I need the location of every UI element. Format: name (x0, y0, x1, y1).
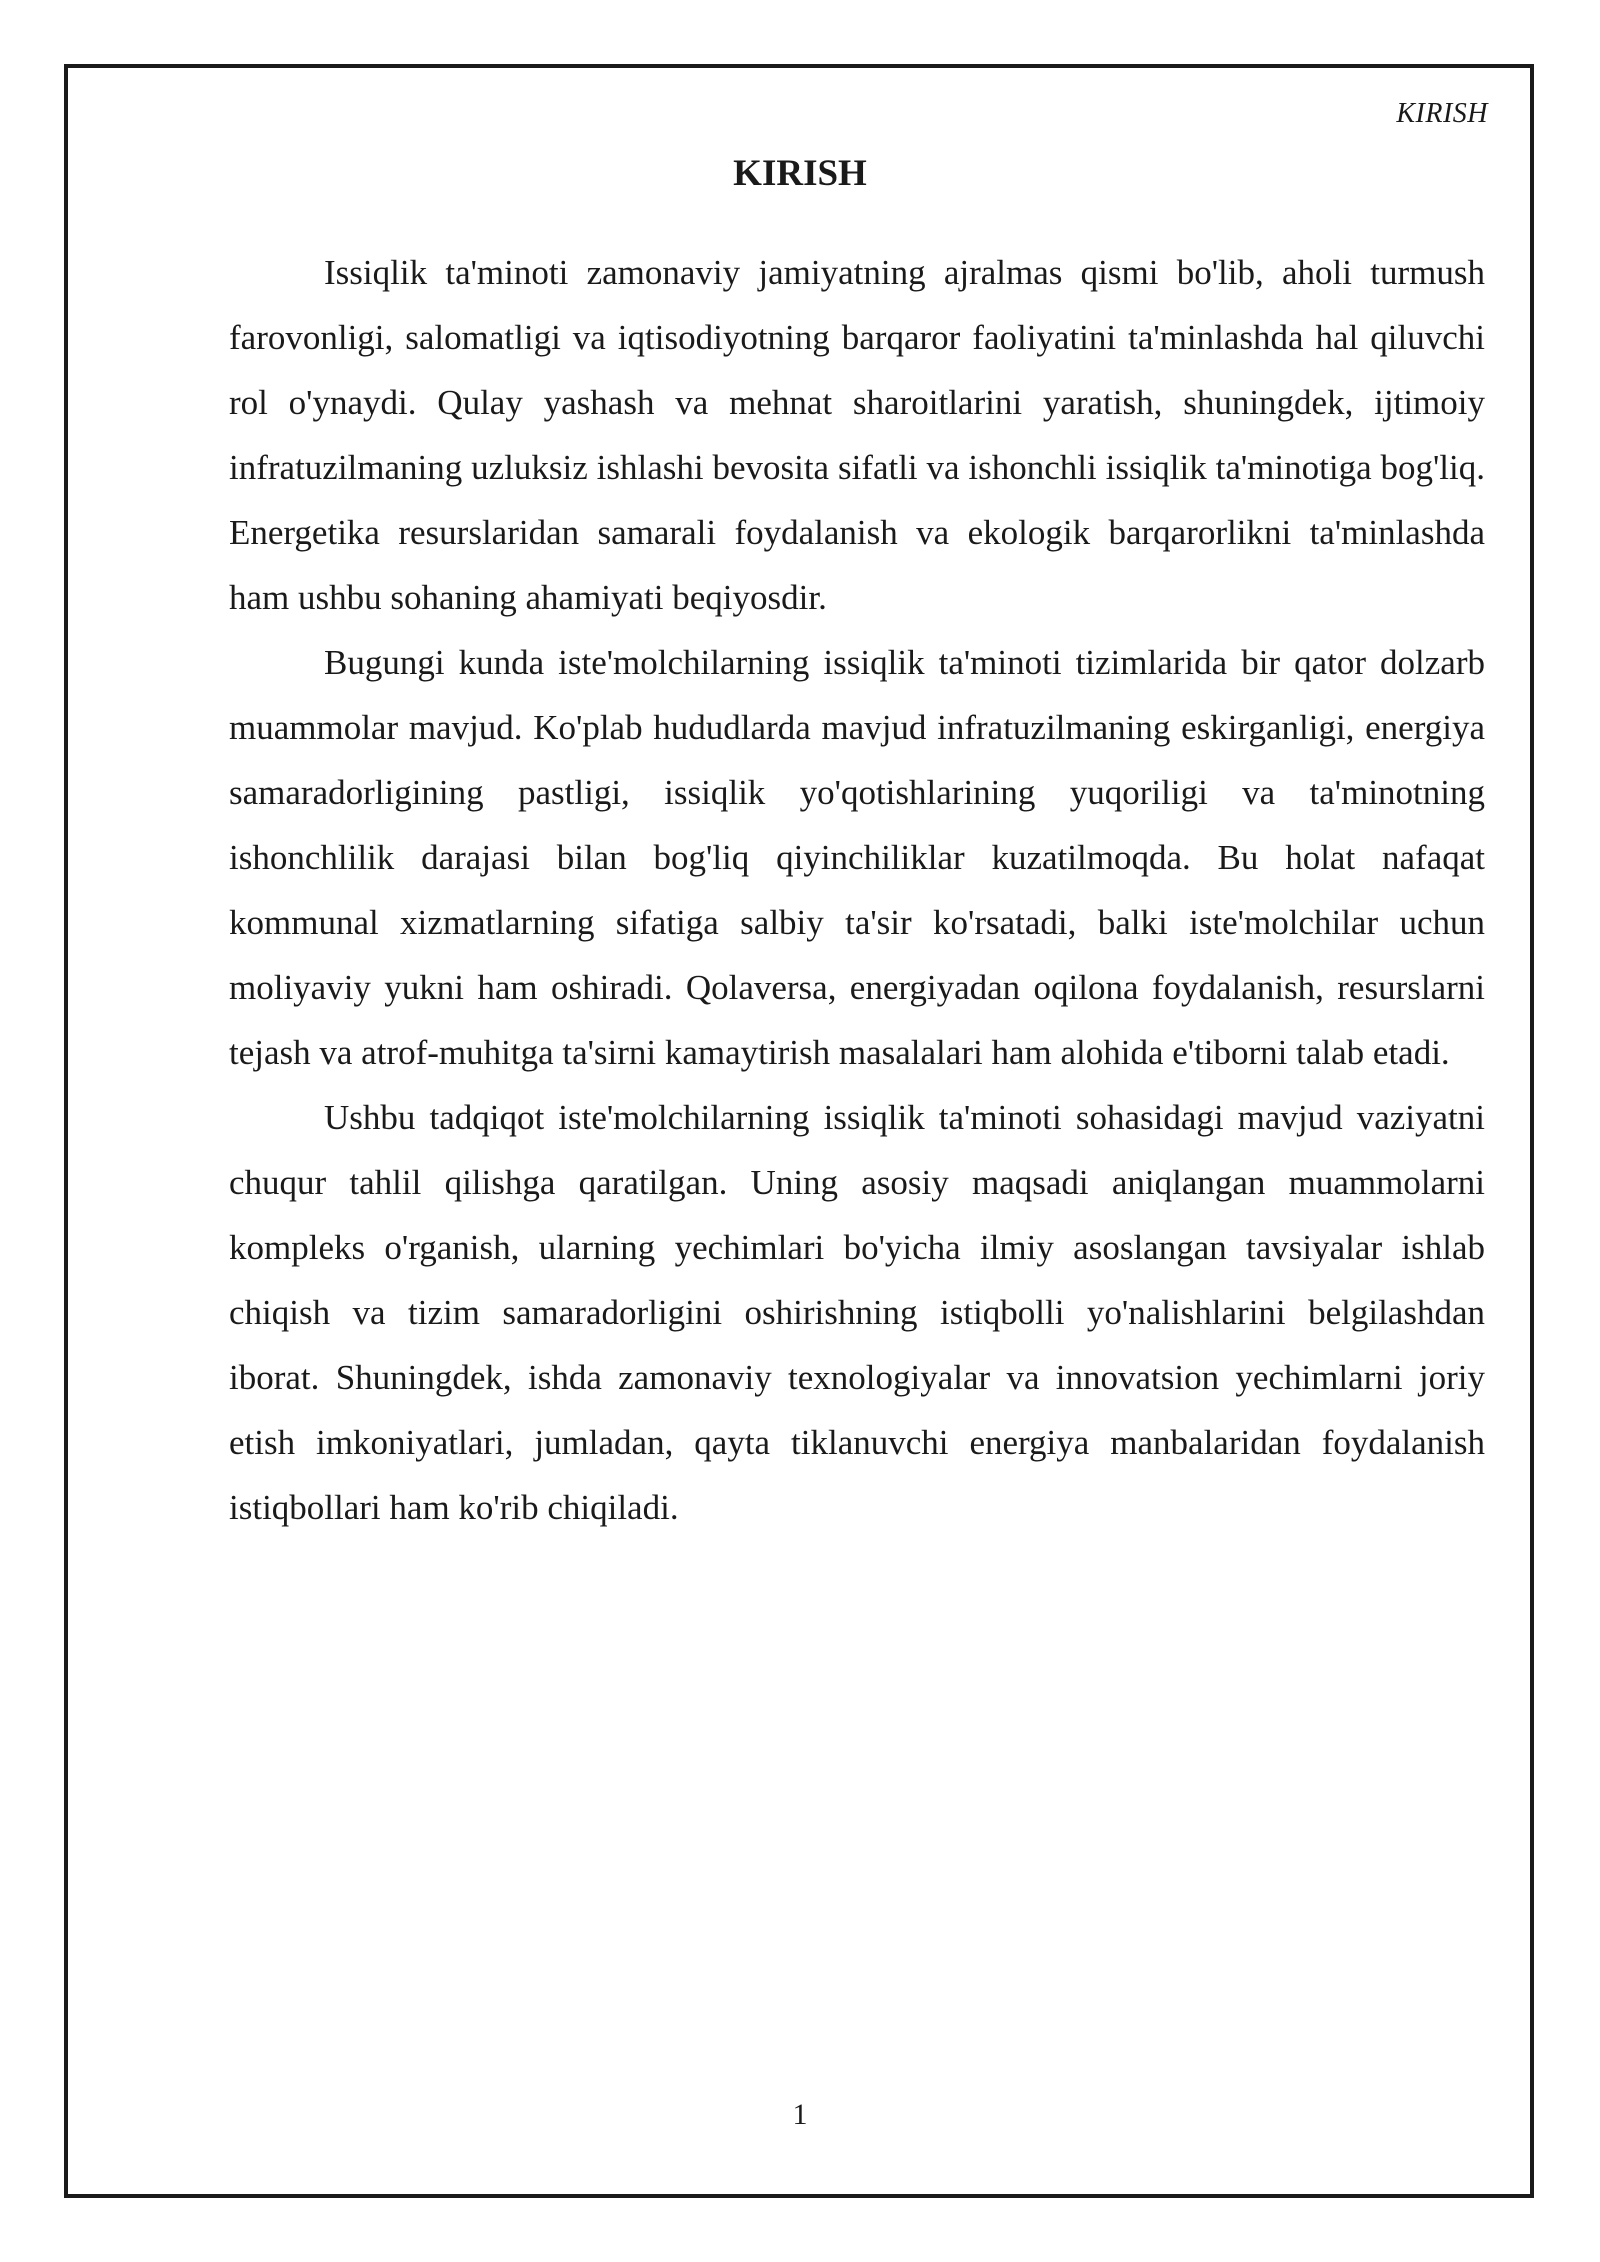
paragraph-1: Issiqlik ta'minoti zamonaviy jamiyatning ajralmas qismi bo'lib, aholi turmush farovonligi, salomatligi va iqtisodiyotning barqaror faoliyatini ta'minlashda hal qiluvchi rol o'ynaydi. Qulay yashash va mehnat sharoitlarini yaratish, shuningdek, ijtimoiy infratuzilmaning uzluksiz ishlashi bevosita sifatli va ishonchli issiqlik ta'minotiga bog'liq. Energetika resurslaridan samarali foydalanish va ekologik barqarorlikni ta'minlashda ham ushbu sohaning ahamiyati beqiyosdir. (229, 253, 1485, 617)
paragraph-3: Ushbu tadqiqot iste'molchilarning issiqlik ta'minoti sohasidagi mavjud vaziyatni chuqur tahlil qilishga qaratilgan. Uning asosiy maqsadi aniqlangan muammolarni kompleks o'rganish, ularning yechimlari bo'yicha ilmiy asoslangan tavsiyalar ishlab chiqish va tizim samaradorligini oshirishning istiqbolli yo'nalishlarini belgilashdan iborat. Shuningdek, ishda zamonaviy texnologiyalar va innovatsion yechimlarni joriy etish imkoniyatlari, jumladan, qayta tiklanuvchi energiya manbalaridan foydalanish istiqbollari ham ko'rib chiqiladi. (229, 1098, 1485, 1527)
page-title: KIRISH (733, 153, 867, 194)
running-header: KIRISH (1396, 98, 1488, 129)
paragraph-2: Bugungi kunda iste'molchilarning issiqlik ta'minoti tizimlarida bir qator dolzarb muammolar mavjud. Ko'plab hududlarda mavjud infratuzilmaning eskirganligi, energiya samaradorligining pastligi, issiqlik yo'qotishlarining yuqoriligi va ta'minotning ishonchlilik darajasi bilan bog'liq qiyinchiliklar kuzatilmoqda. Bu holat nafaqat kommunal xizmatlarning sifatiga salbiy ta'sir ko'rsatadi, balki iste'molchilar uchun moliyaviy yukni ham oshiradi. Qolaversa, energiyadan oqilona foydalanish, resurslarni tejash va atrof-muhitga ta'sirni kamaytirish masalalari ham alohida e'tiborni talab etadi. (229, 643, 1485, 1072)
document-body (229, 240, 1485, 1540)
page-number: 1 (792, 2098, 808, 2131)
